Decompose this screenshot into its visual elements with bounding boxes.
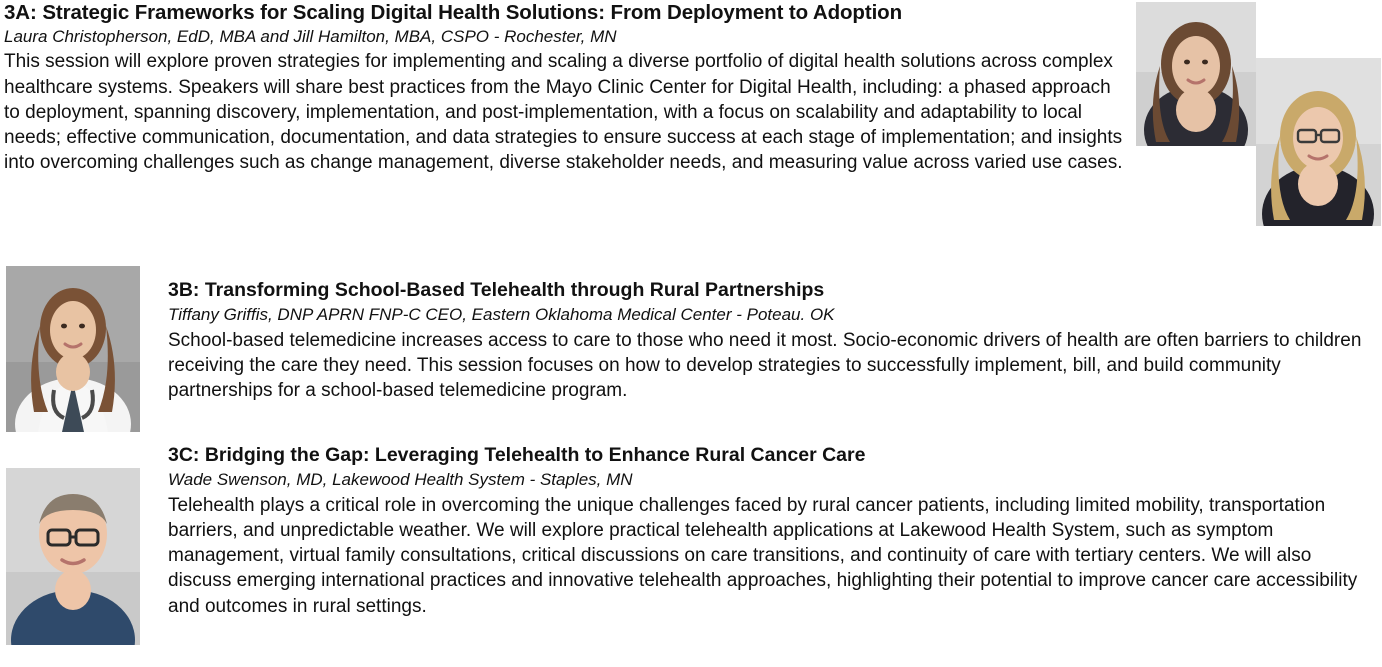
session-3c-presenters: Wade Swenson, MD, Lakewood Health System - Staples, MN (168, 470, 633, 490)
portrait-illustration-icon (1256, 58, 1381, 226)
portrait-illustration-icon (6, 468, 140, 645)
session-3b-title: 3B: Transforming School-Based Telehealth through Rural Partnerships (168, 279, 825, 301)
session-block-3a (0, 0, 1382, 176)
session-3a-presenters: Laura Christopherson, EdD, MBA and Jill Hamilton, MBA, CSPO - Rochester, MN (4, 27, 617, 46)
headshot-jill-hamilton (1256, 58, 1381, 226)
session-3b-presenters: Tiffany Griffis, DNP APRN FNP-C CEO, Eastern Oklahoma Medical Center - Poteau. OK (168, 305, 835, 325)
session-3a-description: This session will explore proven strategies for implementing and scaling a diverse portfolio of digital health solutions across complex healthcare systems. Speakers will share best practices from the Mayo Clinic Center for Digital Health, including: a phased approach to deployment, spanning discovery, implementation, and post-implementation, with a focus on scalability and adaptability to local needs; effective communication, documentation, and data strategies to ensure success at each stage of implementation; and insights into overcoming challenges such as change management, diverse stakeholder needs, and measuring value across varied use cases. (4, 51, 1123, 174)
session-3c-description: Telehealth plays a critical role in overcoming the unique challenges faced by rural cancer patients, including limited mobility, transportation barriers, and unpredictable weather. We will explore practical telehealth applications at Lakewood Health System, such as symptom management, virtual family consultations, critical discussions on care transitions, and continuity of care with tertiary centers. We will also discuss emerging international practices and innovative telehealth approaches, highlighting their potential to improve cancer care accessibility and outcomes in rural settings. (168, 494, 1358, 617)
headshot-laura-christopherson (1136, 2, 1256, 146)
session-3b-description: School-based telemedicine increases access to care to those who need it most. Socio-economic drivers of health are often barriers to children receiving the care they need. This session focuses on how to develop strategies to successfully implement, bill, and build community partnerships for a school-based telemedicine program. (168, 329, 1362, 402)
session-3a-text (0, 0, 1130, 176)
session-3c-title: 3C: Bridging the Gap: Leveraging Telehealth to Enhance Rural Cancer Care (168, 444, 866, 466)
session-3a-title: 3A: Strategic Frameworks for Scaling Digital Health Solutions: From Deployment to Adoption (4, 1, 903, 24)
portrait-illustration-icon (1136, 2, 1256, 146)
session-3a-photos (1136, 0, 1382, 240)
session-3c-text (168, 444, 1378, 619)
headshot-wade-swenson (6, 468, 140, 645)
session-3b-text (168, 279, 1368, 403)
headshot-tiffany-griffis (6, 266, 140, 432)
portrait-illustration-icon (6, 266, 140, 432)
